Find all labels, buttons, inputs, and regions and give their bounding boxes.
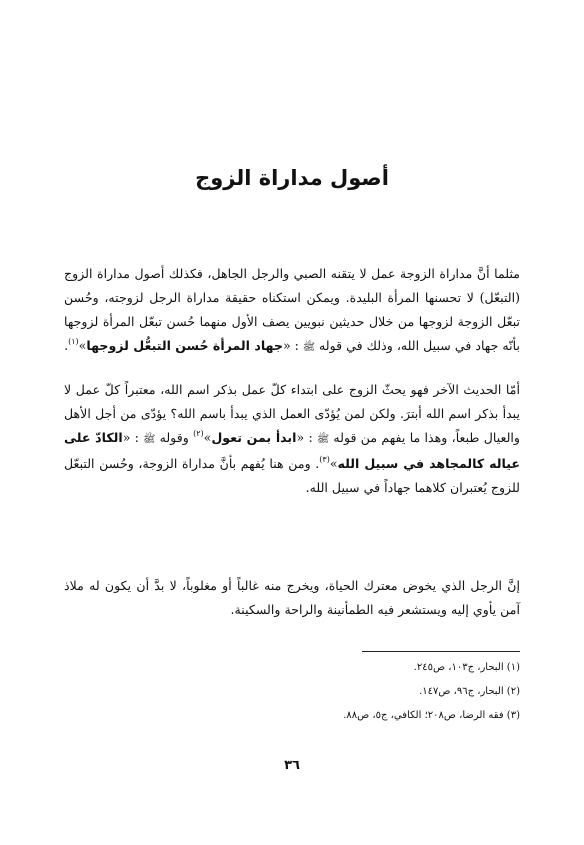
honorific-symbol: ﷺ xyxy=(302,342,316,353)
hadith-quote-1: جهاد المرأة حُسن التبعُّل لزوجها xyxy=(86,338,283,353)
paragraph-1-text-a: مثلما أنَّ مداراة الزوجة عمل لا يتقنه الصبي والرجل الجاهل، فكذلك أصول مداراة الزوج (التبعّل) لا تحسنها المرأة البليدة. ويمكن استكناه حقيقة مداراة الرجل لزوجته، وحُسن تبعّل الزوجة لزوجها من خلال حديثين نبويين يصف الأول منهما حُسن تبعّل المرأة لزوجها بأنّه جهاد في سبيل الله، وذلك في قوله xyxy=(64,266,520,353)
quote-open: : « xyxy=(282,338,299,353)
paragraph-2-text-c: . ومن هنا يُفهم بأنَّ مداراة الزوجة، وحُسن التبعّل للزوج يُعتبران كلاهما جهاداً في سبيل الله. xyxy=(64,456,520,495)
honorific-symbol: ﷺ xyxy=(316,434,330,445)
quote-open: : « xyxy=(296,430,313,445)
footnotes xyxy=(64,656,520,728)
quote-close: » xyxy=(203,430,212,445)
footnote-ref-1: (١) xyxy=(68,337,79,346)
page-number: ٣٦ xyxy=(284,758,300,773)
paragraph-2 xyxy=(64,378,520,500)
hadith-quote-2: ابدأ بمن تعول xyxy=(211,430,297,445)
footnote-3: (٣) فقه الرضا، ص٢٠٨؛ الكافي، ج٥، ص٨٨. xyxy=(343,710,520,721)
paragraph-1-end: . xyxy=(64,338,69,353)
quote-close: » xyxy=(329,456,338,471)
hadith-quote-3: الكادّ على عياله كالمجاهد في سبيل الله xyxy=(64,430,520,471)
paragraph-2-text-a: أمّا الحديث الآخر فهو يحثّ الزوج على ابتداء كلّ عمل بذكر اسم الله، معتبراً كلّ عمل لا يبدأ بذكر اسم الله أبترَ. ولكن لمن يُؤدّى العمل الذي يبدأ باسم الله؟ يؤدّى من أجل الأهل والعيال طبعاً، وهذا ما يفهم من قوله xyxy=(64,382,521,445)
honorific-symbol: ﷺ xyxy=(143,434,156,445)
footnote-2: (٢) البحار، ج٩٦، ص١٤٧. xyxy=(419,686,520,697)
quote-open: : « xyxy=(122,430,139,445)
paragraph-1 xyxy=(64,262,520,360)
footnote-ref-2: (٢) xyxy=(193,429,204,438)
paragraph-2-text-b: وقوله xyxy=(159,430,194,445)
quote-close: » xyxy=(78,338,87,353)
footnote-ref-3: (٣) xyxy=(319,455,330,464)
footnote-1: (١) البحار، ج١٠٣، ص٢٤٥. xyxy=(413,662,520,673)
footnote-divider xyxy=(362,651,520,652)
paragraph-3: إنَّ الرجل الذي يخوض معترك الحياة، ويخرج منه غالباً أو مغلوباً، لا بدَّ أن يكون له ملاذ آمن يأوي إليه ويستشعر فيه الطمأنينة والراحة والسكينة. xyxy=(64,578,520,617)
chapter-title: أصول مداراة الزوج xyxy=(195,166,389,190)
